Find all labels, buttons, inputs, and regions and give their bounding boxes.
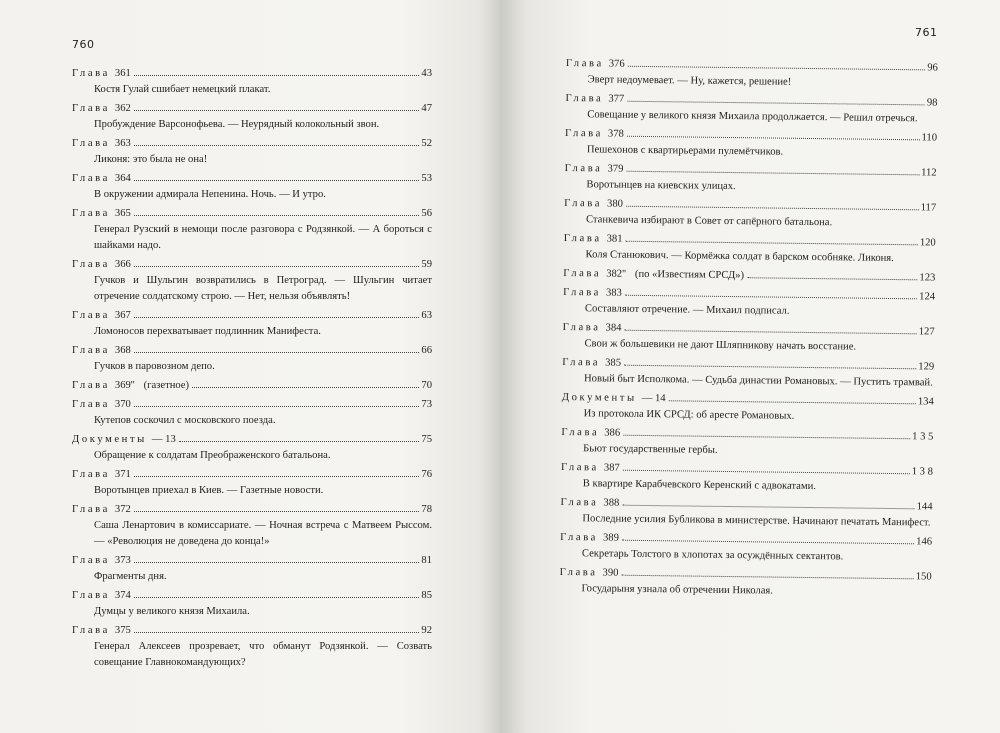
entry-page-ref: 129	[918, 361, 935, 373]
entry-description: В окружении адмирала Непенина. Ночь. — И утро.	[94, 189, 326, 200]
entry-description: Станкевича избирают в Совет от сапёрного батальона.	[585, 214, 833, 229]
entry-page-ref: 127	[918, 326, 935, 338]
toc-entry	[562, 320, 934, 357]
toc-entry	[559, 565, 931, 602]
entry-kind: Глава	[72, 259, 110, 270]
entry-description: Генерал Рузский в немощи после разговора с Родзянкой. — А бороться с шайками надо.	[94, 224, 432, 251]
toc-entry	[564, 196, 936, 233]
entry-number: 389	[602, 532, 619, 544]
entry-description: Коля Станюкович. — Кормёжка солдат в барском особняке. Ликоня.	[585, 249, 894, 265]
entry-page-ref: 120	[919, 237, 936, 249]
toc-heading-line	[72, 553, 432, 569]
entry-page-ref: 117	[920, 202, 937, 214]
dot-leader	[134, 632, 420, 633]
toc-heading-line	[72, 308, 432, 324]
dot-leader	[626, 206, 919, 211]
entry-number: — 14	[641, 392, 666, 405]
entry-page-ref: 56	[421, 208, 432, 219]
entry-kind: Глава	[72, 345, 110, 356]
entry-description: Фрагменты дня.	[94, 571, 167, 582]
entry-description: Пробуждение Варсонофьева. — Неурядный колокольный звон.	[94, 119, 380, 130]
entry-kind: Глава	[563, 267, 602, 280]
toc-heading-line	[563, 266, 935, 287]
dot-leader	[623, 435, 910, 440]
entry-number: 379	[607, 163, 624, 175]
entry-page-ref: 92	[421, 625, 432, 636]
entry-description: Кутепов соскочил с московского поезда.	[94, 415, 276, 426]
entry-description: Генерал Алексеев прозревает, что обманут Родзянкой. — Созвать совещание Главнокомандующих?	[94, 641, 432, 668]
entry-description: Саша Ленартович в комиссариате. — Ночная встреча с Матвеем Рыссом. — «Революция не доведена до конца!»	[94, 520, 432, 547]
entry-page-ref: 47	[421, 103, 432, 114]
dot-leader	[622, 505, 914, 510]
entry-page-ref: 98	[926, 97, 938, 109]
entry-description: Костя Гулай сшибает немецкий плакат.	[94, 84, 271, 95]
entry-kind: Глава	[560, 461, 599, 474]
toc-entry	[560, 530, 932, 567]
dot-leader	[622, 540, 914, 545]
entry-kind: Глава	[72, 103, 110, 114]
entry-page-ref: 63	[421, 310, 432, 321]
entry-number: 385	[605, 357, 622, 369]
entry-number: — 13	[151, 434, 176, 445]
entry-description: В квартире Карабчевского Керенский с адвокатами.	[582, 478, 817, 493]
entry-kind: Глава	[560, 496, 599, 509]
entry-page-ref: 53	[421, 173, 432, 184]
entry-description: Воротынцев на киевских улицах.	[586, 179, 736, 193]
dot-leader	[134, 180, 420, 181]
entry-number: 372	[114, 504, 131, 515]
dot-leader	[134, 597, 420, 598]
entry-description: Эверт недоумевает. — Ну, кажется, решение!	[587, 74, 792, 88]
toc-entry	[72, 553, 432, 585]
entry-number: 382''	[606, 268, 627, 280]
entry-description: Новый быт Исполкома. — Судьба династии Романовых. — Пустить трамвай.	[583, 373, 933, 389]
dot-leader	[134, 75, 420, 76]
entry-description: Свои ж большевики не дают Шляпникову начать восстание.	[584, 338, 857, 353]
entry-kind: Глава	[562, 321, 601, 334]
entry-page-ref: 96	[927, 62, 938, 74]
entry-kind: Глава	[72, 555, 110, 566]
entry-kind: Глава	[560, 531, 599, 544]
entry-number: 368	[114, 345, 131, 356]
dot-leader	[627, 136, 920, 141]
toc-entry	[72, 206, 432, 254]
entry-number: 388	[603, 497, 620, 509]
entry-description: Ликоня: это была не она!	[94, 154, 208, 165]
toc-entry	[72, 343, 432, 375]
toc-entry	[72, 171, 432, 203]
entry-number: 386	[604, 427, 621, 439]
entry-page-ref: 81	[421, 555, 432, 566]
entry-description: Обращение к солдатам Преображенского батальона.	[94, 450, 331, 461]
toc-entry	[565, 91, 937, 128]
dot-leader	[624, 365, 916, 370]
toc-entry	[72, 257, 432, 305]
entry-description: Последние усилия Бубликова в министерстве. Начинают печатать Манифест.	[582, 513, 931, 529]
dot-leader	[626, 241, 918, 246]
dot-leader	[134, 511, 420, 512]
entry-number: 362	[114, 103, 131, 114]
entry-kind: Глава	[565, 57, 604, 70]
toc-entry	[563, 231, 935, 268]
entry-number: 384	[605, 322, 622, 334]
dot-leader	[627, 101, 925, 106]
toc-entry	[560, 495, 932, 532]
entry-number: 374	[114, 590, 131, 601]
toc-entry	[562, 390, 934, 427]
toc-entry	[72, 588, 432, 620]
dot-leader	[621, 575, 913, 580]
toc-heading-line	[72, 171, 432, 187]
page-number-right: 761	[915, 26, 938, 39]
toc-entry	[72, 308, 432, 340]
entry-page-ref: 1 3 5	[912, 431, 934, 443]
entry-page-ref: 1 3 8	[911, 466, 934, 478]
toc-heading-line	[72, 397, 432, 413]
toc-heading-line	[72, 101, 432, 117]
entry-description: Ломоносов перехватывает подлинник Манифеста.	[94, 326, 321, 337]
entry-kind: Документы	[72, 434, 147, 445]
toc-entry	[561, 425, 933, 462]
entry-description: Государыня узнала об отречении Николая.	[581, 583, 774, 597]
entry-kind: Глава	[559, 566, 598, 579]
entry-kind: Глава	[72, 138, 110, 149]
entry-page-ref: 52	[421, 138, 432, 149]
dot-leader	[134, 145, 420, 146]
entry-description: Бьют государственные гербы.	[583, 443, 718, 456]
entry-description: Секретарь Толстого в хлопотах за осуждённых сектантов.	[581, 548, 844, 563]
toc-entry	[566, 56, 938, 93]
entry-page-ref: 85	[421, 590, 432, 601]
toc-entry	[72, 432, 432, 464]
dot-leader	[134, 317, 420, 318]
entry-kind: Глава	[72, 625, 110, 636]
right-page	[500, 0, 1000, 733]
entry-page-ref: 110	[921, 132, 938, 144]
entry-number: 371	[114, 469, 131, 480]
entry-page-ref: 75	[421, 434, 432, 445]
toc-entry	[561, 460, 933, 497]
entry-description: Гучков в паровозном депо.	[94, 361, 215, 372]
dot-leader	[134, 406, 420, 407]
dot-leader	[669, 400, 916, 404]
entry-kind: Глава	[72, 68, 110, 79]
dot-leader	[134, 215, 420, 216]
entry-kind: Глава	[72, 380, 110, 391]
entry-note: (газетное)	[143, 380, 190, 391]
toc-heading-line	[72, 502, 432, 518]
entry-page-ref: 76	[421, 469, 432, 480]
toc-entry	[564, 161, 936, 198]
entry-number: 363	[114, 138, 131, 149]
entry-description: Из протокола ИК СРСД: об аресте Романовых.	[583, 408, 795, 422]
entry-kind: Глава	[72, 590, 110, 601]
entry-description: Совещание у великого князя Михаила продолжается. — Решил отречься.	[587, 109, 918, 125]
entry-kind: Глава	[561, 426, 600, 439]
dot-leader	[192, 387, 419, 388]
toc-heading-line	[72, 343, 432, 359]
dot-leader	[747, 277, 917, 280]
dot-leader	[134, 476, 420, 477]
entry-kind: Глава	[72, 173, 110, 184]
dot-leader	[134, 562, 420, 563]
entry-page-ref: 123	[919, 272, 936, 284]
entry-page-ref: 66	[421, 345, 432, 356]
toc-entry	[72, 467, 432, 499]
entry-number: 370	[114, 399, 131, 410]
toc-list-left	[72, 66, 432, 674]
entry-number: 390	[602, 567, 619, 579]
toc-entry	[72, 502, 432, 550]
entry-number: 365	[114, 208, 131, 219]
toc-heading-line	[72, 623, 432, 639]
entry-page-ref: 73	[421, 399, 432, 410]
toc-heading-line	[72, 136, 432, 152]
entry-number: 373	[114, 555, 131, 566]
dot-leader	[628, 66, 926, 71]
entry-number: 376	[608, 58, 625, 70]
entry-number: 377	[608, 93, 625, 105]
entry-number: 366	[114, 259, 131, 270]
dot-leader	[625, 295, 917, 300]
entry-kind: Глава	[565, 92, 604, 105]
entry-kind: Документы	[561, 391, 637, 404]
entry-kind: Глава	[562, 356, 601, 369]
entry-page-ref: 134	[917, 396, 934, 408]
toc-heading-line	[72, 588, 432, 604]
dot-leader	[179, 441, 420, 442]
entry-kind: Глава	[564, 127, 604, 140]
toc-entry	[72, 397, 432, 429]
dot-leader	[626, 171, 919, 176]
entry-page-ref: 146	[916, 536, 933, 548]
toc-heading-line	[72, 378, 432, 394]
toc-entry	[72, 378, 432, 394]
entry-number: 381	[606, 233, 623, 245]
entry-description: Составляют отречение. — Михаил подписал.	[584, 303, 790, 317]
toc-heading-line	[72, 206, 432, 222]
dot-leader	[624, 330, 916, 335]
toc-heading-line	[72, 66, 432, 82]
entry-number: 364	[114, 173, 131, 184]
entry-kind: Глава	[564, 162, 603, 175]
entry-page-ref: 150	[915, 571, 932, 583]
entry-page-ref: 59	[421, 259, 432, 270]
entry-number: 387	[603, 462, 620, 474]
toc-entry	[563, 285, 935, 322]
entry-description: Думцы у великого князя Михаила.	[94, 606, 250, 617]
entry-number: 380	[607, 198, 624, 210]
entry-page-ref: 124	[919, 291, 936, 303]
toc-heading-line	[72, 467, 432, 483]
entry-kind: Глава	[564, 197, 603, 210]
entry-number: 367	[114, 310, 131, 321]
toc-heading-line	[72, 432, 432, 448]
entry-description: Воротынцев приехал в Киев. — Газетные новости.	[94, 485, 324, 496]
entry-kind: Глава	[72, 504, 110, 515]
dot-leader	[134, 352, 420, 353]
toc-heading-line	[72, 257, 432, 273]
dot-leader	[134, 110, 420, 111]
entry-number: 369''	[114, 380, 135, 391]
entry-page-ref: 144	[916, 501, 933, 513]
entry-page-ref: 43	[421, 68, 432, 79]
toc-entry	[565, 126, 937, 163]
toc-entry	[563, 266, 935, 287]
entry-kind: Глава	[563, 232, 602, 245]
toc-entry	[72, 66, 432, 98]
entry-page-ref: 112	[921, 167, 937, 179]
entry-description: Гучков и Шульгин возвратились в Петроград. — Шульгин читает отречение солдатскому строю. — Нет, нельзя объявлять!	[94, 275, 432, 302]
entry-description: Пешехонов с квартирьерами пулемётчиков.	[586, 144, 784, 158]
entry-number: 375	[114, 625, 131, 636]
toc-entry	[72, 101, 432, 133]
entry-page-ref: 78	[421, 504, 432, 515]
entry-kind: Глава	[72, 310, 110, 321]
dot-leader	[134, 266, 420, 267]
entry-kind: Глава	[563, 286, 602, 299]
toc-entry	[72, 136, 432, 168]
toc-entry	[72, 623, 432, 671]
entry-kind: Глава	[72, 208, 110, 219]
entry-kind: Глава	[72, 469, 110, 480]
entry-page-ref: 70	[421, 380, 432, 391]
entry-number: 361	[114, 68, 131, 79]
page-number-left: 760	[72, 38, 95, 51]
dot-leader	[623, 470, 910, 475]
entry-kind: Глава	[72, 399, 110, 410]
entry-number: 383	[605, 287, 622, 299]
toc-entry	[562, 355, 934, 392]
toc-list-right	[559, 56, 938, 605]
entry-number: 378	[607, 128, 624, 140]
entry-note: (по «Известиям СРСД»)	[634, 268, 745, 282]
